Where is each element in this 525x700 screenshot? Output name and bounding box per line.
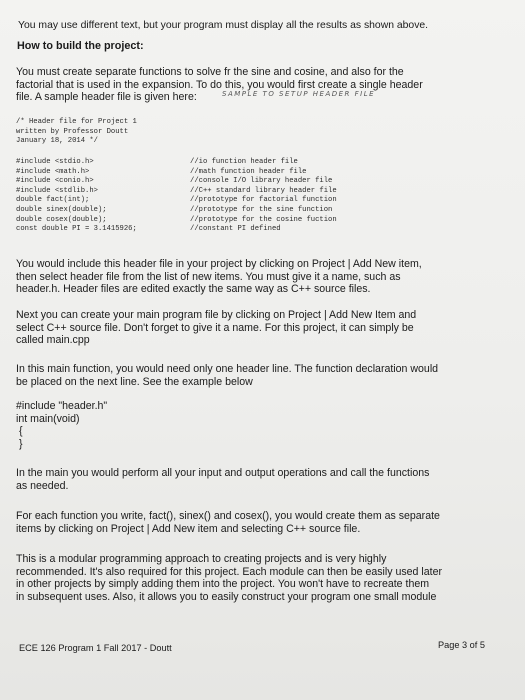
code-comment: //constant PI defined xyxy=(190,225,281,234)
comment-line: written by Professor Doutt xyxy=(16,127,129,136)
example-code xyxy=(16,400,500,450)
para-line: recommended. It's also required for this project. Each module can then be easily used later xyxy=(16,565,443,578)
code-comment: //prototype for the sine function xyxy=(190,205,333,214)
para-line: then select header file from the list of new items. You must give it a name, such as xyxy=(16,270,401,283)
main-function-paragraph xyxy=(16,363,500,388)
para-line: called main.cpp xyxy=(16,334,90,347)
close-brace: } xyxy=(19,437,23,450)
code-comment: //prototype for factorial function xyxy=(190,196,337,205)
code-comments xyxy=(190,158,337,235)
functions-paragraph xyxy=(16,510,500,535)
footer-page-number: Page 3 of 5 xyxy=(438,640,485,650)
para-line: select C++ source file. Don't forget to give it a name. For this project, it can simply be xyxy=(16,321,414,334)
modular-paragraph xyxy=(16,553,500,603)
header-comment-block xyxy=(16,118,137,147)
include-paragraph xyxy=(16,258,500,296)
code-line: #include <conio.h> xyxy=(16,177,94,186)
para-line: For each function you write, fact(), sinex() and cosex(), you would create them as separate xyxy=(16,510,440,522)
example-line: int main(void) xyxy=(16,412,80,425)
code-comment: //prototype for the cosine fuction xyxy=(190,215,337,224)
code-declarations xyxy=(16,158,137,235)
intro-line: factorial that is used in the expansion. To do this, you would first create a single header xyxy=(16,78,423,91)
footer-course: ECE 126 Program 1 Fall 2017 - Doutt xyxy=(19,643,172,653)
code-line: #include <stdlib.h> xyxy=(16,186,98,195)
para-line: In the main you would perform all your input and output operations and call the functions xyxy=(16,467,430,479)
para-line: header.h. Header files are edited exactly the same way as C++ source files. xyxy=(16,283,371,296)
para-line: be placed on the next line. See the example below xyxy=(16,375,253,388)
code-line: #include <stdio.h> xyxy=(16,158,94,166)
para-line: items by clicking on Project | Add New item and selecting C++ source file. xyxy=(16,522,361,535)
example-line: #include "header.h" xyxy=(16,400,108,412)
code-comment: //math function header file xyxy=(190,167,307,176)
para-line: This is a modular programming approach to creating projects and is very highly xyxy=(16,553,387,565)
code-comment: //C++ standard library header file xyxy=(190,186,337,195)
io-paragraph xyxy=(16,467,500,492)
para-line: in subsequent uses. Also, it allows you to easily construct your program one small module xyxy=(16,590,437,603)
code-comment: //io function header file xyxy=(190,158,298,166)
code-line: double fact(int); xyxy=(16,196,90,205)
comment-line: /* Header file for Project 1 xyxy=(16,118,137,126)
top-note: You may use different text, but your program must display all the results as shown above. xyxy=(18,20,429,31)
code-line: double sinex(double); xyxy=(16,205,107,214)
next-paragraph xyxy=(16,309,500,347)
code-line: #include <math.h> xyxy=(16,167,90,176)
para-line: Next you can create your main program file by clicking on Project | Add New Item and xyxy=(16,309,417,321)
handwritten-note: SAMPLE TO SETUP HEADER FILE xyxy=(222,90,376,98)
para-line: in other projects by simply adding them into the project. You won't have to recreate them xyxy=(16,578,430,591)
code-line: const double PI = 3.1415926; xyxy=(16,225,137,234)
intro-paragraph xyxy=(16,66,500,104)
open-brace: { xyxy=(19,425,23,438)
intro-line: file. A sample header file is given here: xyxy=(16,91,197,104)
code-comment: //console I/O library header file xyxy=(190,177,333,186)
code-line: double cosex(double); xyxy=(16,215,107,224)
section-heading: How to build the project: xyxy=(17,40,144,52)
para-line: You would include this header file in your project by clicking on Project | Add New item, xyxy=(16,258,422,270)
comment-line: January 18, 2014 */ xyxy=(16,137,98,146)
para-line: as needed. xyxy=(16,479,69,492)
intro-line: You must create separate functions to solve fr the sine and cosine, and also for the xyxy=(16,66,404,78)
para-line: In this main function, you would need only one header line. The function declaration would xyxy=(16,363,439,375)
